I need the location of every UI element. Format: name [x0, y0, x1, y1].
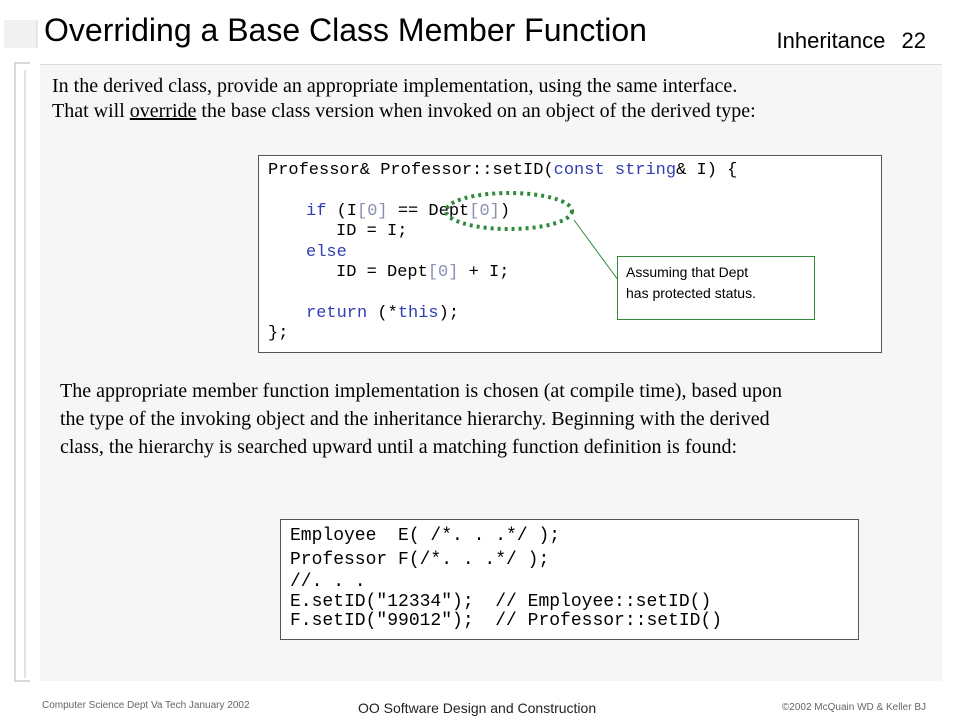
code-keyword: this — [397, 304, 439, 323]
intro-line-2-end: the base class version when invoked on an object of the derived type: — [196, 100, 756, 122]
explanation-line-1: The appropriate member function implementation is chosen (at compile time), based upon — [60, 380, 783, 402]
code-line: E.setID("12334"); // Employee::setID() — [290, 592, 712, 612]
code-text: (I — [326, 202, 358, 221]
code-line — [336, 263, 509, 282]
code-line — [306, 243, 347, 262]
code-text: ) — [499, 202, 511, 221]
intro-paragraph — [52, 74, 932, 124]
code-text: & I) { — [676, 161, 738, 180]
code-line: //. . . — [290, 572, 366, 592]
setid-code-block — [258, 155, 882, 353]
footer-right: ©2002 McQuain WD & Keller BJ — [781, 702, 926, 713]
code-line — [268, 161, 737, 180]
code-line: Professor F(/*. . .*/ ); — [290, 550, 550, 570]
code-text: ); — [438, 304, 460, 323]
left-rail-decoration — [14, 62, 30, 682]
code-line: Employee E( /*. . .*/ ); — [290, 526, 561, 546]
section-name: Inheritance — [776, 28, 886, 53]
code-line — [306, 202, 510, 221]
code-text: ID = Dept — [336, 263, 428, 282]
code-keyword: if — [306, 202, 327, 221]
explanation-paragraph — [60, 377, 940, 461]
code-text: (* — [367, 304, 398, 323]
left-rail-line — [24, 70, 26, 678]
code-line: }; — [268, 324, 289, 343]
explanation-line-3: class, the hierarchy is searched upward until a matching function definition is found: — [60, 436, 738, 458]
slide-header-meta — [777, 28, 926, 54]
code-text: Professor& Professor::setID( — [268, 161, 554, 180]
page-number: 22 — [901, 28, 926, 53]
intro-line-1: In the derived class, provide an appropriate implementation, using the same interface. — [52, 75, 738, 97]
code-index: [0] — [469, 202, 500, 221]
corner-decoration — [4, 20, 38, 48]
footer-left: Computer Science Dept Va Tech January 2002 — [42, 700, 250, 711]
protected-status-callout — [617, 256, 815, 320]
code-keyword: const — [553, 161, 605, 180]
slide-title: Overriding a Base Class Member Function — [44, 12, 647, 48]
callout-line-1: Assuming that Dept — [626, 264, 749, 280]
usage-code-block — [280, 519, 859, 640]
intro-line-2 — [52, 99, 932, 124]
intro-line-2-start: That will — [52, 100, 130, 122]
code-line: ID = I; — [336, 222, 408, 241]
code-index: [0] — [357, 202, 388, 221]
explanation-line-2: the type of the invoking object and the inheritance hierarchy. Beginning with the derived — [60, 408, 770, 430]
code-keyword: else — [306, 243, 347, 262]
code-text — [605, 161, 615, 180]
code-line: F.setID("99012"); // Professor::setID() — [290, 611, 723, 631]
code-index: [0] — [427, 263, 459, 282]
code-text: == Dept — [387, 202, 470, 221]
code-line — [306, 304, 459, 323]
code-text: + I; — [458, 263, 510, 282]
code-keyword: return — [306, 304, 368, 323]
footer-center: OO Software Design and Construction — [358, 700, 597, 716]
callout-line-2: has protected status. — [626, 285, 756, 301]
override-term: override — [129, 100, 197, 122]
code-keyword: string — [614, 161, 677, 180]
